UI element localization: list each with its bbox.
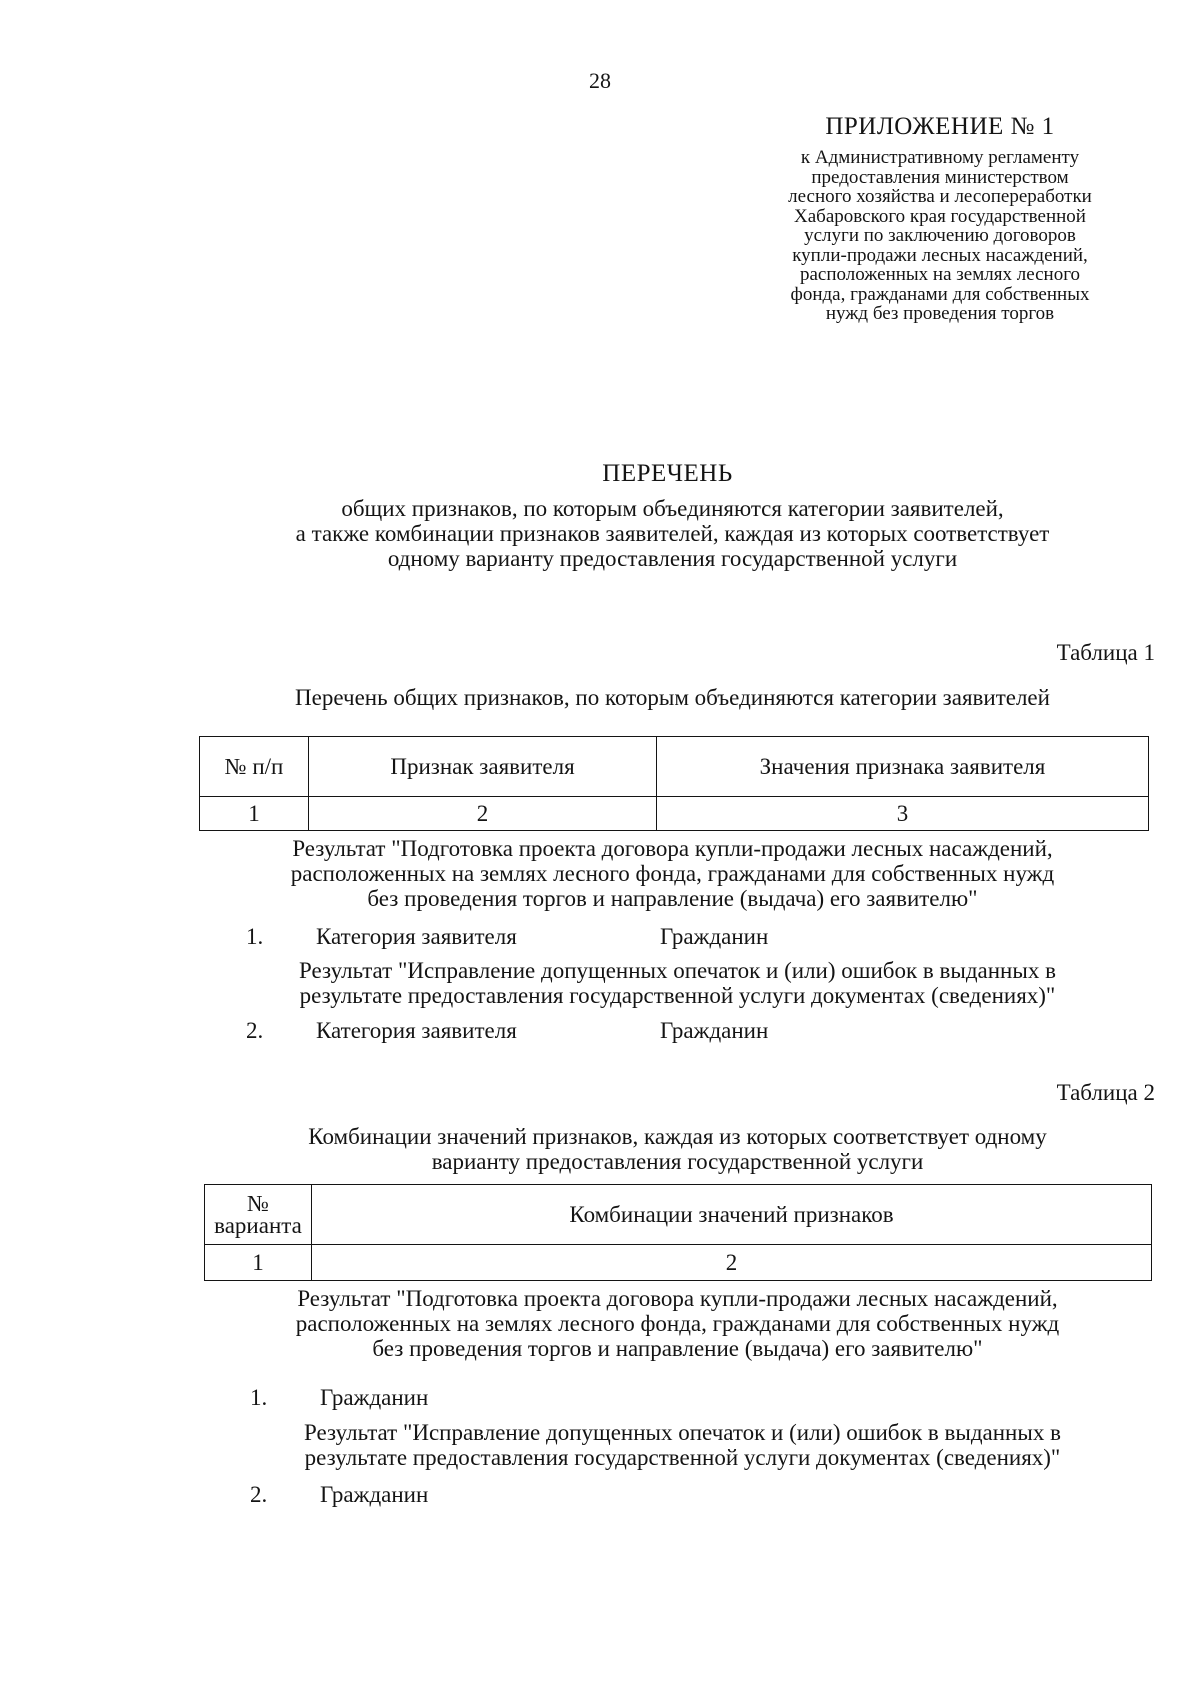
result-line: Результат "Исправление допущенных опечаток и (или) ошибок в выданных в (299, 958, 1056, 983)
result-line: без проведения торгов и направление (выдача) его заявителю" (372, 1336, 983, 1361)
header-cell-variant: № варианта (205, 1185, 312, 1245)
appendix-line: Хабаровского края государственной (794, 205, 1086, 227)
table2-row-1 (0, 1385, 1200, 1413)
index-cell: 3 (657, 797, 1149, 831)
result-line: Результат "Исправление допущенных опечаток и (или) ошибок в выданных в (304, 1420, 1061, 1445)
table2-result-2 (205, 1420, 1160, 1470)
document-subtitle (195, 496, 1150, 571)
appendix-line: к Административному регламенту (800, 147, 1080, 168)
appendix-line: предоставления министерством (811, 166, 1069, 188)
table2-result-1 (200, 1286, 1155, 1361)
appendix-title: ПРИЛОЖЕНИЕ № 1 (825, 113, 1055, 140)
table1-label: Таблица 1 (1056, 640, 1155, 665)
document-title: ПЕРЕЧЕНЬ (602, 460, 733, 487)
table2-header-row (205, 1185, 1152, 1245)
table1-index-row (200, 797, 1149, 831)
caption-line: Комбинации значений признаков, каждая из которых соответствует одному (308, 1124, 1047, 1149)
row-value: Гражданин (660, 1018, 769, 1043)
table1-result-1 (195, 836, 1150, 911)
appendix-line: услуги по заключению договоров (804, 225, 1076, 246)
result-line: расположенных на землях лесного фонда, гражданами для собственных нужд (290, 861, 1055, 886)
table2-row-2 (0, 1482, 1200, 1510)
header-cell-values: Значения признака заявителя (657, 737, 1149, 797)
result-line: результате предоставления государственной услуги документах (сведениях)" (299, 983, 1056, 1008)
table2-grid (204, 1184, 1152, 1281)
appendix-line: лесного хозяйства и лесопереработки (788, 186, 1092, 207)
row-number: 2. (246, 1018, 264, 1043)
result-line: расположенных на землях лесного фонда, гражданами для собственных нужд (295, 1311, 1060, 1336)
row-attribute: Категория заявителя (316, 924, 517, 949)
row-number: 1. (246, 924, 264, 949)
row-value: Гражданин (320, 1482, 429, 1507)
table1-caption (195, 685, 1150, 710)
result-line: Результат "Подготовка проекта договора купли-продажи лесных насаждений, (297, 1286, 1058, 1311)
header-cell-attribute: Признак заявителя (309, 737, 657, 797)
table2-label: Таблица 2 (1056, 1080, 1155, 1105)
table1-row-1 (0, 924, 1200, 952)
index-cell: 2 (309, 797, 657, 831)
caption-line: Перечень общих признаков, по которым объединяются категории заявителей (295, 685, 1050, 710)
appendix-line: фонда, гражданами для собственных (790, 283, 1090, 305)
index-cell: 1 (200, 797, 309, 831)
appendix-line: расположенных на землях лесного (799, 264, 1081, 285)
row-value: Гражданин (320, 1385, 429, 1410)
subtitle-line: общих признаков, по которым объединяются категории заявителей, (341, 496, 1004, 521)
row-value: Гражданин (660, 924, 769, 949)
table1-row-2 (0, 1018, 1200, 1046)
row-attribute: Категория заявителя (316, 1018, 517, 1043)
table2-index-row (205, 1245, 1152, 1281)
page-number: 28 (589, 68, 611, 93)
row-number: 2. (250, 1482, 268, 1507)
header-cell-number: № п/п (200, 737, 309, 797)
result-line: Результат "Подготовка проекта договора купли-продажи лесных насаждений, (292, 836, 1053, 861)
index-cell: 1 (205, 1245, 312, 1281)
table1-grid (199, 736, 1149, 831)
appendix-line: купли-продажи лесных насаждений, (792, 244, 1088, 266)
table1-result-2 (200, 958, 1155, 1008)
result-line: без проведения торгов и направление (выдача) его заявителю" (367, 886, 978, 911)
caption-line: варианту предоставления государственной услуги (431, 1149, 924, 1174)
row-number: 1. (250, 1385, 268, 1410)
table2-caption (200, 1124, 1155, 1174)
header-cell-combinations: Комбинации значений признаков (312, 1185, 1152, 1245)
subtitle-line: одному варианту предоставления государственной услуги (387, 546, 958, 571)
subtitle-line: а также комбинации признаков заявителей, каждая из которых соответствует (295, 521, 1050, 546)
appendix-subtitle (720, 148, 1160, 324)
index-cell: 2 (312, 1245, 1152, 1281)
appendix-line: нужд без проведения торгов (825, 303, 1055, 324)
result-line: результате предоставления государственной услуги документах (сведениях)" (304, 1445, 1061, 1470)
table1-header-row (200, 737, 1149, 797)
